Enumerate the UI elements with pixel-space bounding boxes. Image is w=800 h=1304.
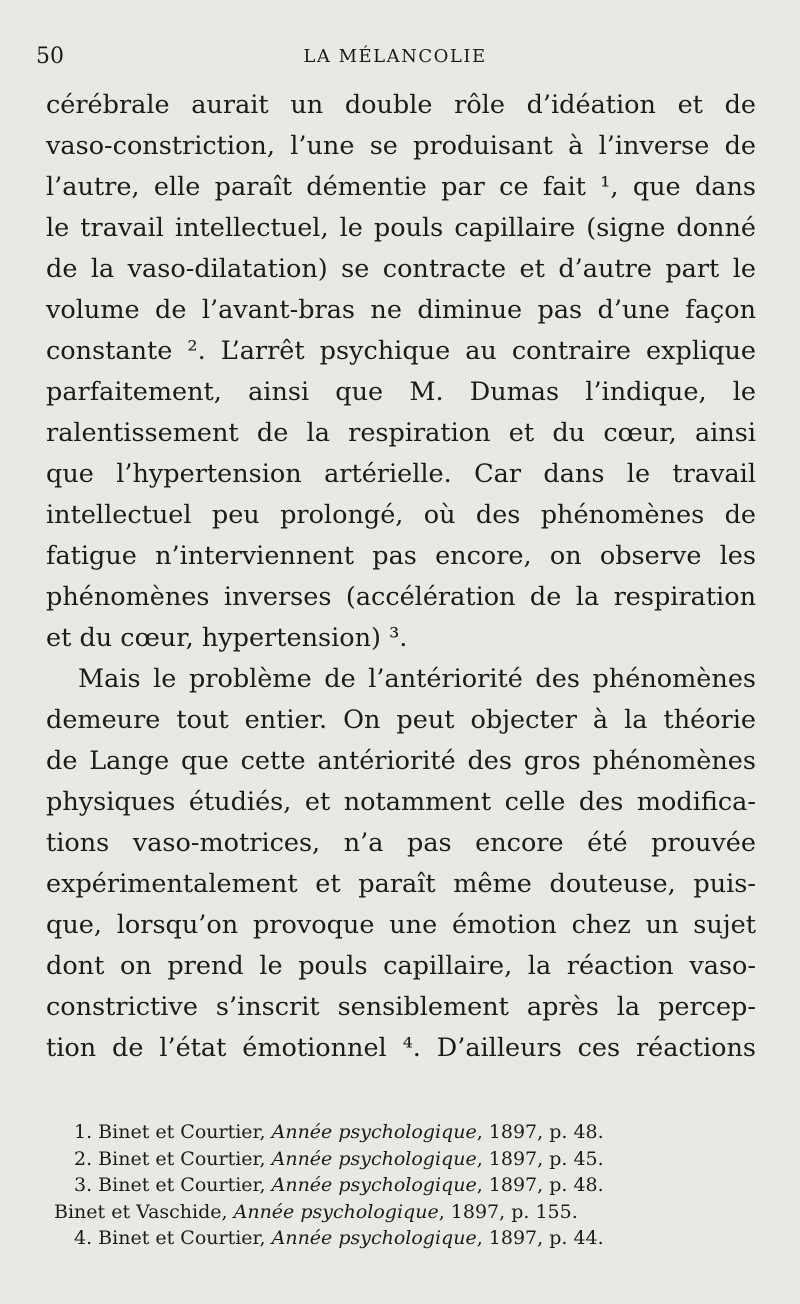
footnote-author: 3. Binet et Courtier,	[74, 1174, 272, 1196]
footnote-title: Année psychologique	[271, 1174, 477, 1196]
text-line: Mais le problème de l’antériorité des phénomènes	[78, 664, 756, 694]
text-line: parfaitement, ainsi que M. Dumas l’indique, le	[46, 377, 756, 407]
text-line: fatigue n’interviennent pas encore, on observe les	[46, 541, 756, 571]
text-line: l’autre, elle paraît démentie par ce fait ¹, que dans	[46, 172, 756, 202]
text-line: demeure tout entier. On peut objecter à la théorie	[46, 705, 756, 735]
footnote	[54, 1146, 764, 1173]
footnote-author: Binet et Vaschide,	[54, 1200, 234, 1223]
footnote-title: Année psychologique	[271, 1227, 477, 1249]
text-line: de la vaso-dilatation) se contracte et d’autre part le	[46, 254, 756, 284]
page-number: 50	[36, 44, 64, 69]
text-line: dont on prend le pouls capillaire, la réaction vaso-	[46, 951, 756, 981]
footnote	[54, 1172, 764, 1199]
footnote-title: Année psychologique	[271, 1121, 477, 1143]
text-line: physiques étudiés, et notamment celle des modifica-	[46, 787, 756, 817]
footnote	[54, 1225, 764, 1252]
footnote-title: Année psychologique	[271, 1147, 477, 1170]
footnote-reference: , 1897, p. 48.	[476, 1121, 604, 1143]
footnote	[54, 1199, 764, 1226]
body-text	[46, 85, 756, 1069]
text-line: expérimentalement et paraît même douteuse, puis-	[46, 869, 756, 899]
text-line: phénomènes inverses (accélération de la respiration	[46, 582, 756, 612]
footnote-reference: , 1897, p. 45.	[476, 1147, 604, 1170]
footnote-author: 2. Binet et Courtier,	[74, 1147, 272, 1170]
text-line: de Lange que cette antériorité des gros phénomènes	[46, 746, 756, 776]
text-line: intellectuel peu prolongé, où des phénomènes de	[46, 500, 756, 530]
footnote-reference: , 1897, p. 48.	[476, 1174, 604, 1196]
footnotes	[54, 1119, 764, 1252]
footnote-title: Année psychologique	[233, 1200, 439, 1223]
text-line: et du cœur, hypertension) ³.	[46, 623, 408, 653]
footnote-reference: , 1897, p. 155.	[438, 1200, 578, 1223]
text-line: volume de l’avant-bras ne diminue pas d’une façon	[46, 295, 756, 325]
running-title: LA MÉLANCOLIE	[303, 46, 487, 67]
footnote-reference: , 1897, p. 44.	[476, 1227, 604, 1249]
footnote-author: 4. Binet et Courtier,	[74, 1227, 272, 1249]
text-line: que l’hypertension artérielle. Car dans le travail	[46, 459, 756, 489]
footnote	[54, 1119, 764, 1146]
text-line: cérébrale aurait un double rôle d’idéation et de	[46, 90, 756, 120]
text-line: ralentissement de la respiration et du cœur, ainsi	[46, 418, 756, 448]
text-line: que, lorsqu’on provoque une émotion chez un sujet	[46, 910, 756, 940]
text-line: tion de l’état émotionnel ⁴. D’ailleurs ces réactions	[46, 1033, 756, 1063]
footnote-author: 1. Binet et Courtier,	[74, 1121, 272, 1143]
text-line: le travail intellectuel, le pouls capillaire (signe donné	[46, 213, 756, 243]
text-line: constrictive s’inscrit sensiblement après la percep-	[46, 992, 756, 1022]
text-line: constante ². L’arrêt psychique au contraire explique	[46, 336, 756, 366]
page-header	[36, 44, 754, 74]
text-line: vaso-constriction, l’une se produisant à l’inverse de	[46, 131, 756, 161]
text-line: tions vaso-motrices, n’a pas encore été prouvée	[46, 828, 756, 858]
